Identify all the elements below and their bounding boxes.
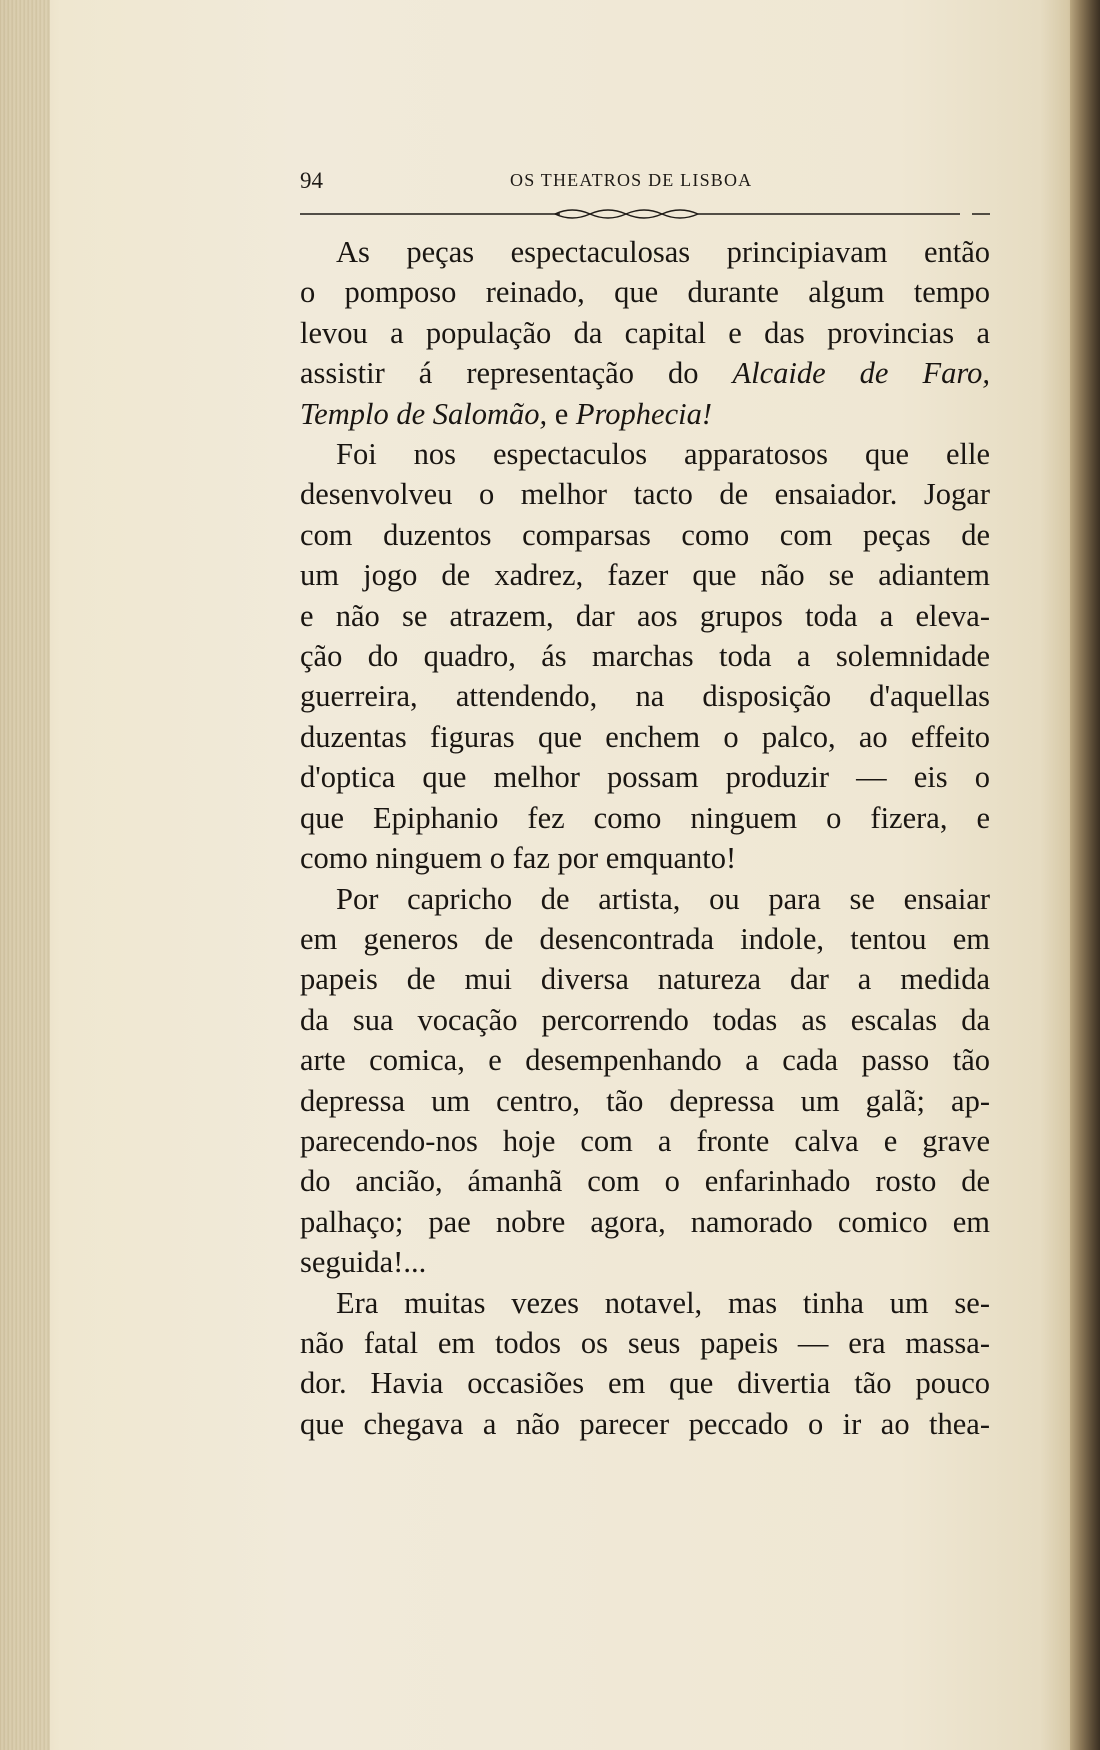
page-stack-edge xyxy=(0,0,50,1750)
text-line: Foi nos espectaculos apparatosos que elle xyxy=(336,437,990,472)
text-line xyxy=(300,353,990,393)
text-line: o pomposo reinado, que durante algum tempo xyxy=(300,275,990,310)
running-title: OS THEATROS DE LISBOA xyxy=(510,170,753,190)
text-line: com duzentos comparsas como com peças de xyxy=(300,517,990,552)
text-line: da sua vocação percorrendo todas as escalas da xyxy=(300,1002,990,1037)
text-line: papeis de mui diversa natureza dar a medida xyxy=(300,962,990,997)
text-line xyxy=(300,394,990,434)
text-line: e não se atrazem, dar aos grupos toda a eleva- xyxy=(300,598,990,633)
text-line: palhaço; pae nobre agora, namorado comico em xyxy=(300,1204,990,1239)
text-line: Por capricho de artista, ou para se ensaiar xyxy=(336,881,990,916)
body-text xyxy=(300,232,990,1444)
text-line: seguida!... xyxy=(300,1245,427,1280)
text-line: ção do quadro, ás marchas toda a solemnidade xyxy=(300,639,990,674)
text-line: não fatal em todos os seus papeis — era massa- xyxy=(300,1325,990,1360)
text-line: um jogo de xadrez, fazer que não se adiantem xyxy=(300,558,990,593)
text-line: parecendo-nos hoje com a fronte calva e grave xyxy=(300,1123,990,1158)
italic-title-alcaide: Alcaide de Faro, xyxy=(732,356,990,391)
paragraph-3 xyxy=(300,879,990,1283)
text-line: dor. Havia occasiões em que divertia tão pouco xyxy=(300,1366,990,1401)
paragraph-4 xyxy=(300,1283,990,1445)
text-line: levou a população da capital e das provincias a xyxy=(300,315,990,350)
text-line: em generos de desencontrada indole, tentou em xyxy=(300,921,990,956)
italic-title-prophecia: Prophecia! xyxy=(575,396,712,431)
text-line: do ancião, ámanhã com o enfarinhado rosto de xyxy=(300,1164,990,1199)
text-line: arte comica, e desempenhando a cada passo tão xyxy=(300,1043,990,1078)
italic-title-templo: Templo de Salomão, xyxy=(300,396,548,431)
text-line: duzentas figuras que enchem o palco, ao effeito xyxy=(300,719,990,754)
text-line: desenvolveu o melhor tacto de ensaiador. Jogar xyxy=(300,477,990,512)
page-number: 94 xyxy=(300,168,323,193)
text-line: d'optica que melhor possam produzir — eis o xyxy=(300,760,990,795)
text-line: As peças espectaculosas principiavam então xyxy=(336,235,990,269)
text-run: assistir á representação do xyxy=(300,356,733,391)
binding-gutter xyxy=(1070,0,1100,1750)
text-run: e xyxy=(547,396,576,431)
paragraph-2 xyxy=(300,434,990,878)
text-line: Era muitas vezes notavel, mas tinha um se- xyxy=(336,1285,990,1320)
running-header xyxy=(300,168,990,198)
text-line: que chegava a não parecer peccado o ir ao thea- xyxy=(300,1406,990,1441)
text-line: guerreira, attendendo, na disposição d'aquellas xyxy=(300,679,990,714)
text-line: que Epiphanio fez como ninguem o fizera, e xyxy=(300,800,990,835)
text-line: depressa um centro, tão depressa um galã; ap- xyxy=(300,1083,990,1118)
ornamental-rule xyxy=(300,206,990,222)
text-line: como ninguem o faz por emquanto! xyxy=(300,841,737,876)
paragraph-1 xyxy=(300,232,990,434)
